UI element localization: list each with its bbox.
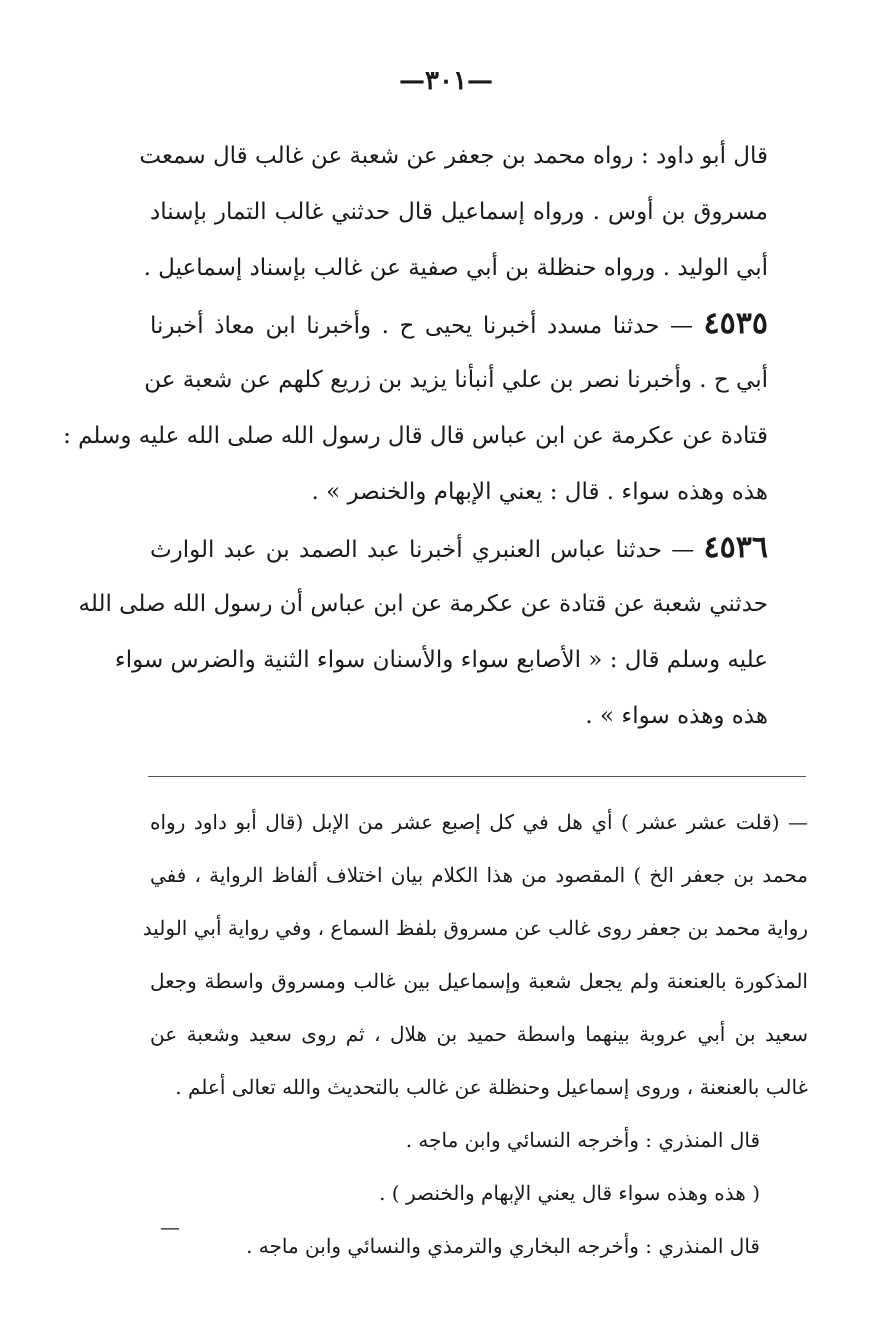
footnote-divider: [148, 776, 806, 777]
hadith-number: ٤٥٣٦: [703, 530, 768, 565]
hadith-line: ٤٥٣٦ — حدثنا عباس العنبري أخبرنا عبد الصمد بن عبد الوارث: [150, 530, 768, 565]
text-line: حدثني شعبة عن قتادة عن عكرمة عن ابن عباس أن رسول الله صلى الله: [78, 591, 768, 617]
text-line: هذه وهذه سواء » .: [585, 703, 768, 729]
text-line: أبي ح . وأخبرنا نصر بن علي أنبأنا يزيد بن زريع كلهم عن شعبة عن: [144, 367, 768, 393]
footnotes: [142, 796, 808, 1273]
note-line: قال المنذري : وأخرجه النسائي وابن ماجه .: [405, 1128, 760, 1152]
text-line: قال أبو داود : رواه محمد بن جعفر عن شعبة عن غالب قال سمعت: [139, 143, 768, 169]
hadith-number: ٤٥٣٥: [703, 306, 768, 341]
note-line: رواية محمد بن جعفر روى غالب عن مسروق بلفظ السماع ، وفي رواية أبي الوليد: [142, 916, 808, 940]
note-line: سعيد بن أبي عروبة بينهما واسطة حميد بن هلال ، ثم روى سعيد وشعبة عن: [150, 1022, 808, 1046]
main-text: [63, 128, 768, 744]
text-line: هذه وهذه سواء . قال : يعني الإبهام والخنصر » .: [311, 479, 768, 505]
note-line: ( هذه وهذه سواء قال يعني الإبهام والخنصر ) .: [379, 1181, 760, 1205]
text-line: أبي الوليد . ورواه حنظلة بن أبي صفية عن غالب بإسناد إسماعيل .: [143, 255, 768, 281]
text-line: مسروق بن أوس . ورواه إسماعيل قال حدثني غالب التمار بإسناد: [150, 199, 768, 225]
text-line: عليه وسلم قال : « الأصابع سواء والأسنان سواء الثنية والضرس سواء: [114, 647, 768, 673]
trailing-dash: —: [160, 1215, 180, 1239]
note-line: المذكورة بالعنعنة ولم يجعل شعبة وإسماعيل بين غالب ومسروق واسطة وجعل: [150, 969, 808, 993]
note-line: محمد بن جعفر الخ ) المقصود من هذا الكلام بيان اختلاف ألفاظ الرواية ، ففي: [150, 863, 808, 887]
note-line: غالب بالعنعنة ، وروى إسماعيل وحنظلة عن غالب بالتحديث والله تعالى أعلم .: [175, 1075, 808, 1099]
hadith-line: ٤٥٣٥ — حدثنا مسدد أخبرنا يحيى ح . وأخبرنا ابن معاذ أخبرنا: [150, 306, 768, 341]
note-line: — (قلت عشر عشر ) أي هل في كل إصبع عشر من الإبل (قال أبو داود رواه: [150, 810, 808, 834]
note-line: قال المنذري : وأخرجه البخاري والترمذي والنسائي وابن ماجه .: [246, 1234, 760, 1258]
text-line: قتادة عن عكرمة عن ابن عباس قال قال رسول الله صلى الله عليه وسلم :: [63, 423, 768, 449]
page-number: —٣٠١—: [399, 66, 493, 96]
